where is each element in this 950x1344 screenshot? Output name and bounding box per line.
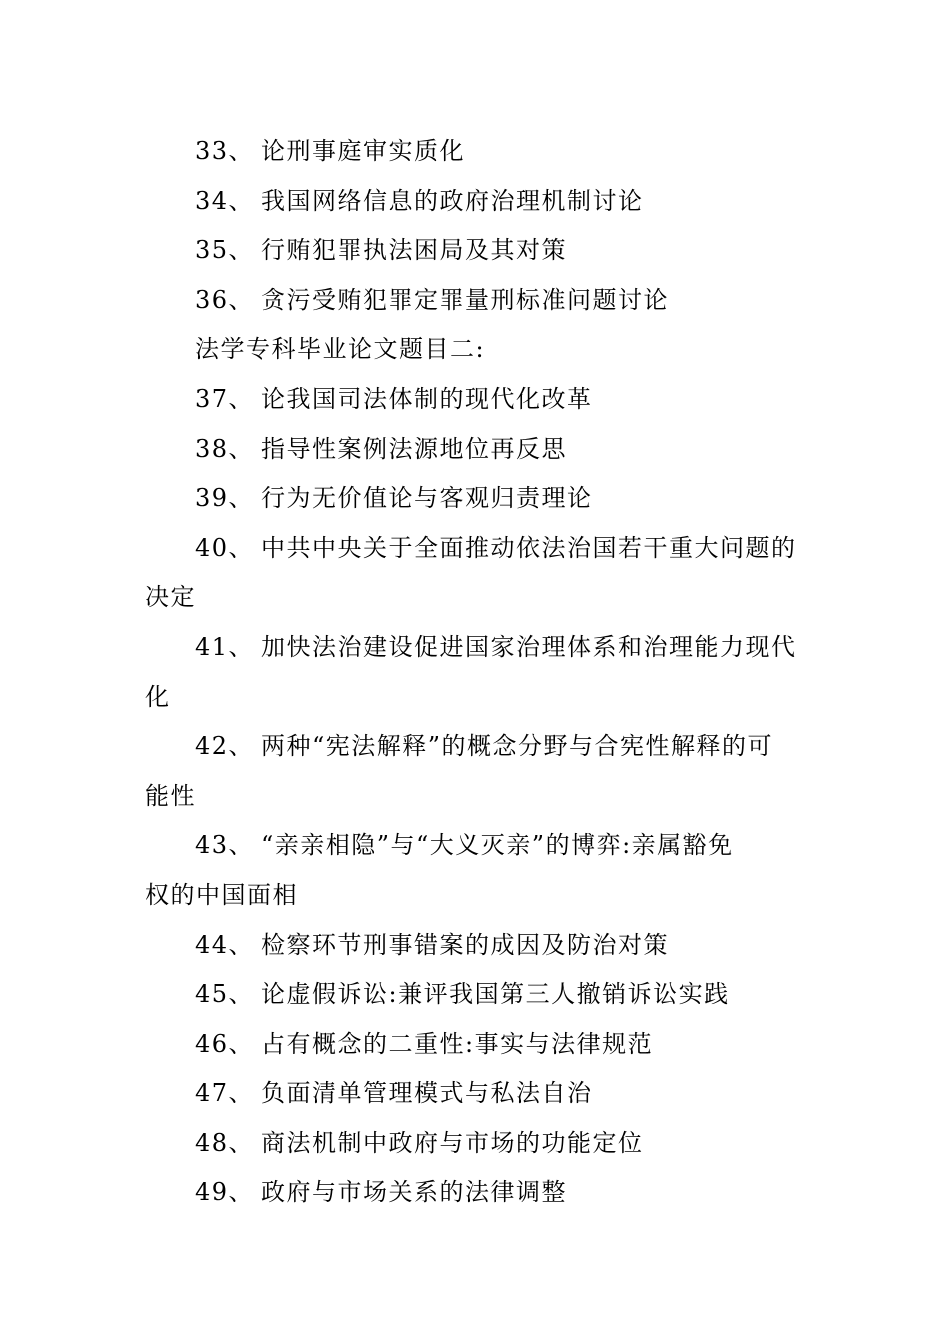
list-item xyxy=(145,276,805,326)
item-title: 论刑事庭审实质化 xyxy=(261,137,465,165)
list-item xyxy=(145,1020,805,1070)
item-title: 加快法治建设促进国家治理体系和治理能力现代 xyxy=(261,632,797,661)
item-title: 占有概念的二重性:事实与法律规范 xyxy=(261,1029,654,1058)
document-body xyxy=(145,127,805,1218)
list-item xyxy=(145,425,805,475)
item-number: 43、 xyxy=(195,831,255,860)
list-item xyxy=(145,1168,805,1218)
list-item xyxy=(145,1069,805,1119)
item-title: 指导性案例法源地位再反思 xyxy=(261,434,567,463)
item-title: 商法机制中政府与市场的功能定位 xyxy=(261,1128,644,1157)
item-number: 39、 xyxy=(195,484,255,513)
item-title: 论虚假诉讼:兼评我国第三人撤销诉讼实践 xyxy=(261,980,730,1009)
list-item xyxy=(145,524,805,623)
item-number: 47、 xyxy=(195,1079,255,1108)
list-item xyxy=(145,127,805,177)
item-number: 45、 xyxy=(195,980,255,1009)
item-title: 两种“宪法解释”的概念分野与合宪性解释的可 xyxy=(261,732,774,761)
item-number: 44、 xyxy=(195,930,255,959)
item-number: 46、 xyxy=(195,1029,255,1058)
item-continuation: 决定 xyxy=(145,583,196,612)
list-item xyxy=(145,970,805,1020)
item-number: 34、 xyxy=(195,186,255,215)
item-number: 42、 xyxy=(195,732,255,761)
list-item xyxy=(145,1119,805,1169)
item-title: 我国网络信息的政府治理机制讨论 xyxy=(261,186,644,215)
item-continuation: 权的中国面相 xyxy=(145,880,298,909)
item-number: 36、 xyxy=(195,285,255,314)
item-title: 检察环节刑事错案的成因及防治对策 xyxy=(261,930,669,959)
item-title: 中共中央关于全面推动依法治国若干重大问题的 xyxy=(261,533,797,562)
item-title: 贪污受贿犯罪定罪量刑标准问题讨论 xyxy=(261,285,669,314)
item-title: 政府与市场关系的法律调整 xyxy=(261,1178,567,1207)
item-number: 49、 xyxy=(195,1178,255,1207)
item-title: 行贿犯罪执法困局及其对策 xyxy=(261,236,567,265)
item-number: 35、 xyxy=(195,236,255,265)
item-number: 48、 xyxy=(195,1128,255,1157)
list-item xyxy=(145,722,805,821)
item-number: 40、 xyxy=(195,533,255,562)
item-continuation: 化 xyxy=(145,682,171,711)
list-item xyxy=(145,226,805,276)
item-continuation: 能性 xyxy=(145,781,196,810)
item-number: 41、 xyxy=(195,632,255,661)
list-item xyxy=(145,474,805,524)
item-number: 37、 xyxy=(195,384,255,413)
list-item xyxy=(145,821,805,920)
item-title: 行为无价值论与客观归责理论 xyxy=(261,484,593,513)
list-item xyxy=(145,921,805,971)
list-item xyxy=(145,375,805,425)
list-item xyxy=(145,177,805,227)
section-heading: 法学专科毕业论文题目二: xyxy=(195,335,486,364)
item-number: 33、 xyxy=(195,137,255,165)
item-title: “亲亲相隐”与“大义灭亲”的博弈:亲属豁免 xyxy=(261,831,734,860)
list-item xyxy=(145,623,805,722)
item-title: 负面清单管理模式与私法自治 xyxy=(261,1079,593,1108)
item-title: 论我国司法体制的现代化改革 xyxy=(261,384,593,413)
item-number: 38、 xyxy=(195,434,255,463)
